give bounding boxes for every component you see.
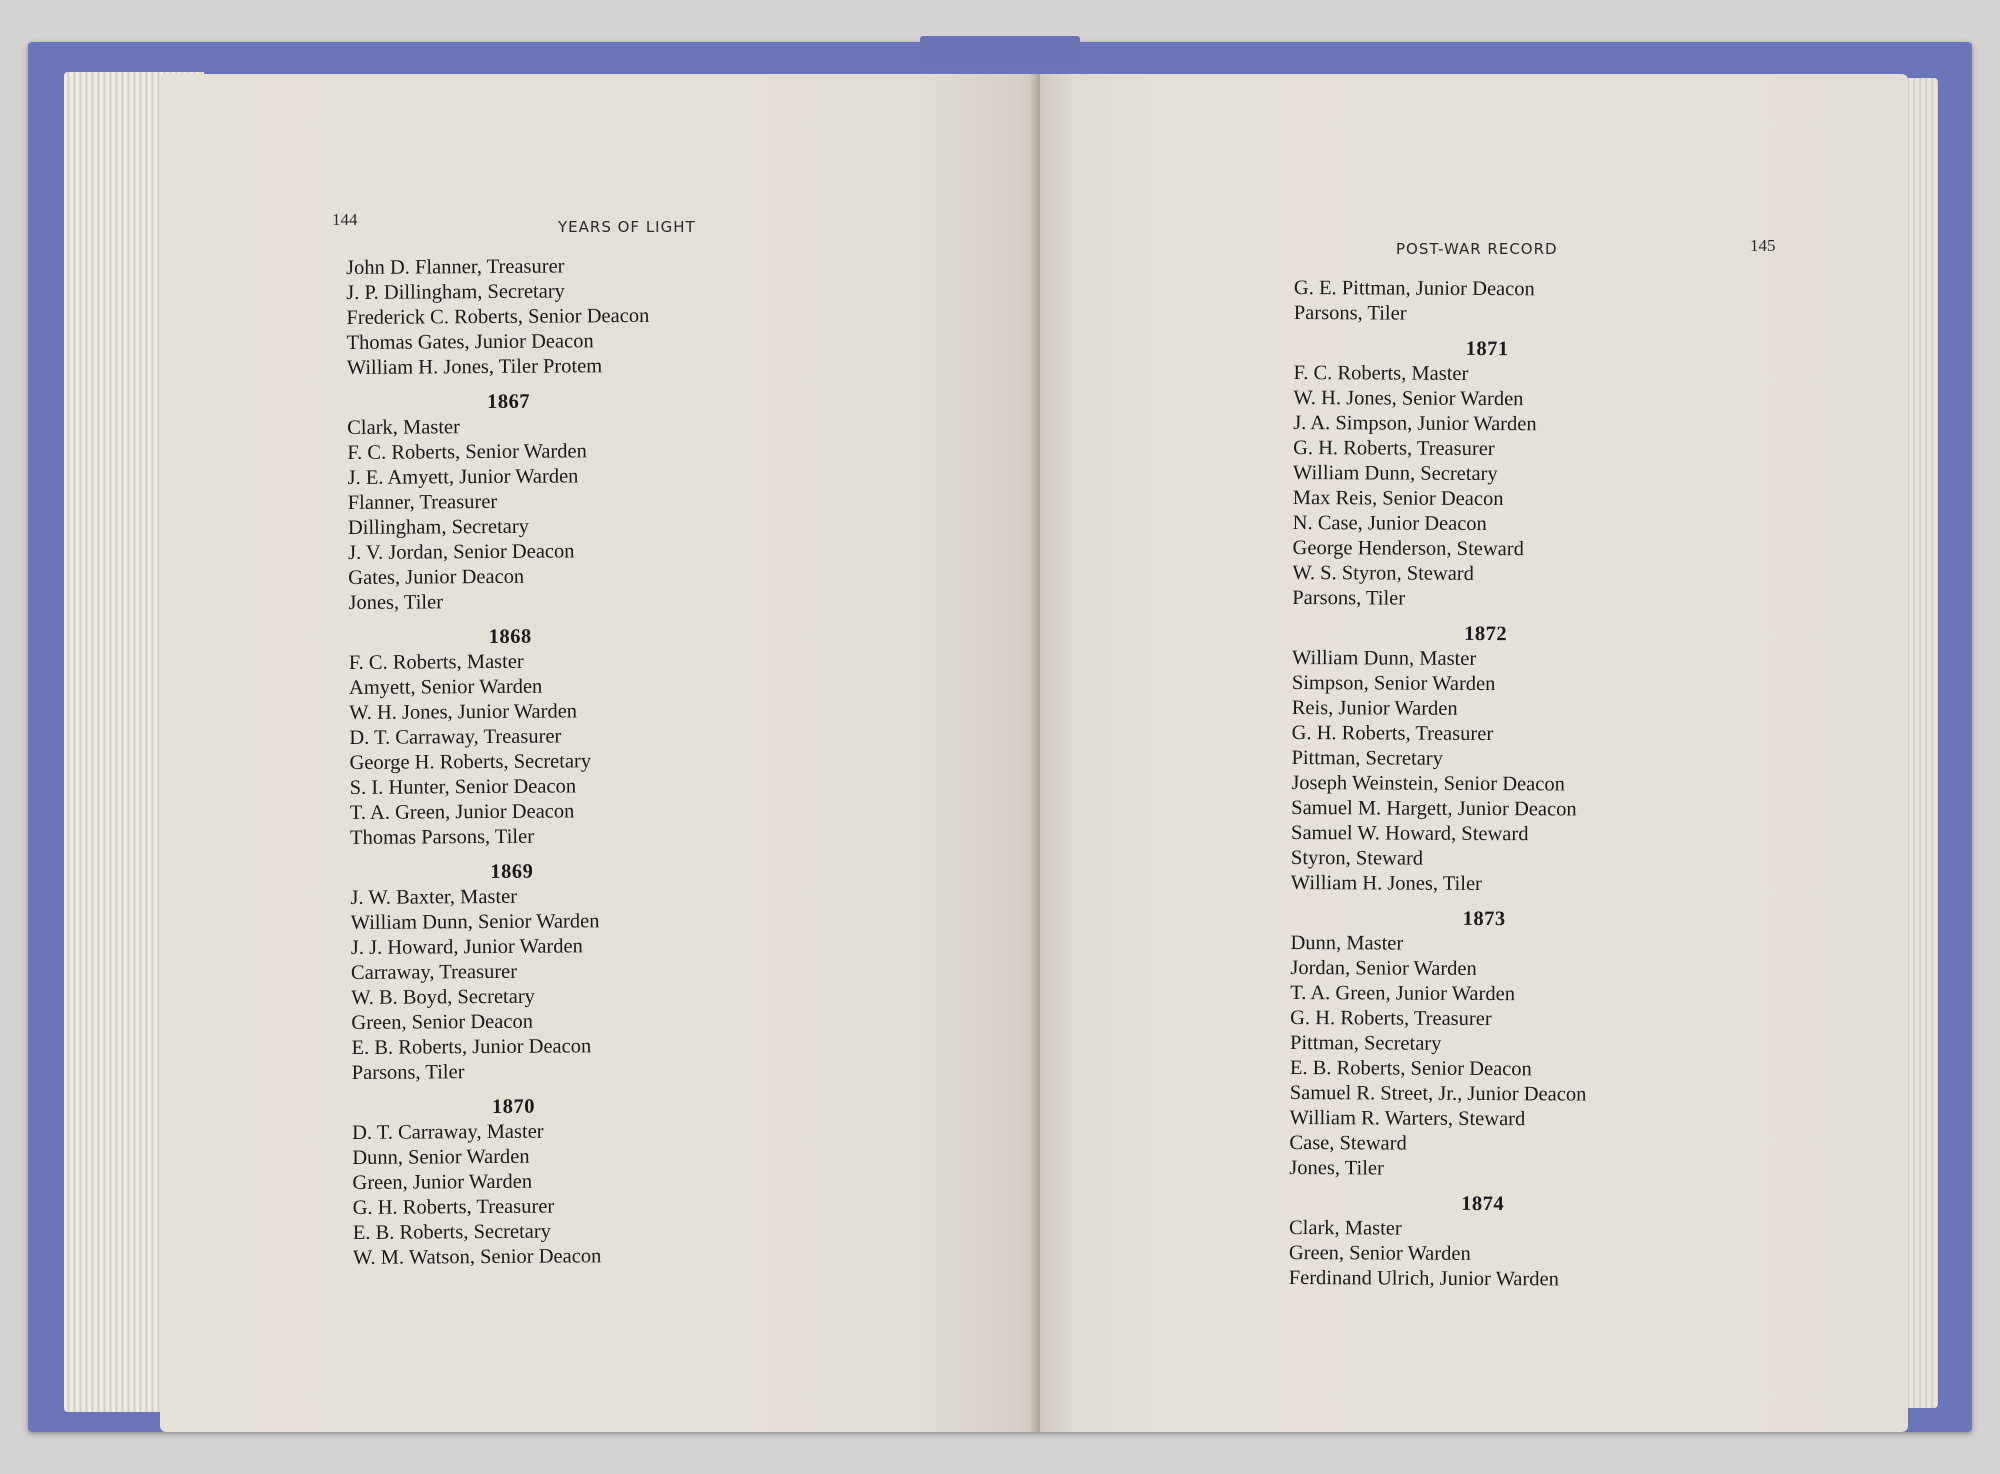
officer-line: Parsons, Tiler (1292, 586, 1406, 610)
year-section (1292, 336, 1853, 614)
right-page (1040, 74, 1908, 1432)
officer-line: N. Case, Junior Deacon (1292, 511, 1487, 536)
officer-line: Amyett, Senior Warden (348, 675, 543, 699)
running-head-left: YEARS OF LIGHT (558, 218, 696, 236)
officer-line: William R. Warters, Steward (1289, 1106, 1526, 1131)
officer-line: J. W. Baxter, Master (350, 885, 518, 909)
officer-line: Joseph Weinstein, Senior Deacon (1291, 771, 1565, 796)
officer-line: George Henderson, Steward (1292, 536, 1524, 561)
officer-line: Ferdinand Ulrich, Junior Warden (1288, 1266, 1559, 1291)
officer-line: D. T. Carraway, Treasurer (349, 725, 562, 749)
officer-line: J. V. Jordan, Senior Deacon (347, 540, 575, 564)
officer-line: W. H. Jones, Senior Warden (1293, 386, 1524, 411)
year-section (1291, 621, 1852, 899)
officer-line: Dunn, Master (1290, 931, 1404, 955)
officer-line: Frederick C. Roberts, Senior Deacon (346, 304, 650, 329)
year-heading: 1874 (1461, 1192, 1505, 1216)
officer-line: Thomas Parsons, Tiler (349, 825, 535, 849)
officer-line: William H. Jones, Tiler (1290, 871, 1482, 895)
officer-line: Thomas Gates, Junior Deacon (346, 330, 594, 354)
officer-line: E. B. Roberts, Secretary (352, 1220, 552, 1244)
officer-line: G. E. Pittman, Junior Deacon (1293, 277, 1535, 301)
year-section (350, 857, 992, 1086)
year-sections (1289, 336, 1854, 1294)
officer-line: W. B. Boyd, Secretary (351, 985, 535, 1009)
officer-line: J. P. Dillingham, Secretary (346, 280, 565, 304)
officer-line: Jones, Tiler (1289, 1156, 1384, 1180)
officer-line: J. E. Amyett, Junior Warden (347, 465, 579, 489)
officer-line: W. M. Watson, Senior Deacon (352, 1245, 602, 1269)
year-heading: 1869 (490, 860, 534, 884)
year-heading: 1872 (1464, 622, 1508, 646)
officer-line: John D. Flanner, Treasurer (346, 255, 565, 279)
officer-line: Parsons, Tiler (351, 1061, 465, 1084)
officer-line: Simpson, Senior Warden (1291, 671, 1496, 696)
officer-line: J. J. Howard, Junior Warden (350, 935, 583, 959)
officer-line: Styron, Steward (1290, 846, 1424, 870)
officer-line: W. S. Styron, Steward (1292, 561, 1474, 585)
year-section (352, 1092, 993, 1271)
officer-line: F. C. Roberts, Senior Warden (347, 440, 587, 464)
officer-line: E. B. Roberts, Junior Deacon (351, 1035, 592, 1059)
year-sections (347, 387, 993, 1271)
officer-line: E. B. Roberts, Senior Deacon (1289, 1056, 1532, 1081)
officer-line: Green, Junior Warden (352, 1170, 533, 1194)
officer-line: G. H. Roberts, Treasurer (1290, 1006, 1492, 1031)
page-number-right: 145 (1750, 236, 1776, 255)
officer-line: G. H. Roberts, Treasurer (1291, 721, 1494, 746)
officer-line: S. I. Hunter, Senior Deacon (349, 775, 577, 799)
officer-line: Flanner, Treasurer (347, 490, 498, 514)
officer-list-left (346, 252, 993, 1271)
officer-line: Case, Steward (1289, 1131, 1407, 1155)
officer-line: Green, Senior Warden (1288, 1241, 1471, 1265)
opening-lines (346, 252, 987, 381)
officer-line: T. A. Green, Junior Deacon (349, 800, 575, 824)
year-heading: 1873 (1462, 907, 1506, 931)
officer-line: Parsons, Tiler (1293, 301, 1407, 325)
officer-line: Reis, Junior Warden (1291, 696, 1458, 720)
year-section (347, 387, 989, 616)
officer-line: W. H. Jones, Junior Warden (349, 700, 578, 724)
officer-line: Gates, Junior Deacon (348, 565, 525, 589)
officer-line: William H. Jones, Tiler Protem (346, 355, 603, 379)
year-heading: 1868 (488, 625, 532, 649)
officer-line: Pittman, Secretary (1291, 746, 1443, 770)
officer-line: Dunn, Senior Warden (352, 1145, 530, 1169)
officer-line: George H. Roberts, Secretary (349, 750, 592, 774)
officer-line: William Dunn, Secretary (1292, 461, 1498, 486)
officer-line: F. C. Roberts, Master (1293, 361, 1469, 385)
officer-line: F. C. Roberts, Master (348, 650, 524, 674)
officer-line: Clark, Master (347, 416, 461, 439)
officer-line: T. A. Green, Junior Warden (1290, 981, 1516, 1006)
officer-line: G. H. Roberts, Treasurer (352, 1195, 555, 1219)
officer-line: J. A. Simpson, Junior Warden (1293, 411, 1537, 436)
officer-line: Jones, Tiler (348, 591, 444, 614)
officer-line: Carraway, Treasurer (350, 960, 518, 984)
officer-list-right (1289, 276, 1854, 1294)
officer-line: D. T. Carraway, Master (352, 1120, 544, 1144)
officer-line: Samuel W. Howard, Steward (1291, 821, 1529, 846)
year-section (1289, 1191, 1850, 1294)
officer-line: G. H. Roberts, Treasurer (1293, 436, 1495, 461)
opening-lines (1294, 276, 1854, 329)
officer-line: Jordan, Senior Warden (1290, 956, 1477, 980)
page-number-left: 144 (332, 210, 358, 229)
officer-line: Pittman, Secretary (1289, 1031, 1442, 1055)
officer-line: Max Reis, Senior Deacon (1292, 486, 1504, 511)
year-section (1289, 906, 1850, 1184)
officer-line: Samuel M. Hargett, Junior Deacon (1291, 796, 1577, 821)
year-heading: 1867 (486, 390, 531, 414)
year-section (349, 622, 991, 851)
officer-line: Dillingham, Secretary (347, 515, 530, 539)
year-heading: 1870 (491, 1095, 536, 1119)
book-spine (920, 36, 1080, 66)
officer-line: Green, Senior Deacon (351, 1010, 534, 1034)
officer-line: Clark, Master (1288, 1216, 1402, 1240)
left-page (160, 74, 1046, 1432)
officer-line: William Dunn, Senior Warden (350, 910, 600, 934)
officer-line: William Dunn, Master (1291, 646, 1477, 670)
running-head-right: POST-WAR RECORD (1396, 240, 1558, 258)
year-heading: 1871 (1465, 337, 1509, 361)
officer-line: Samuel R. Street, Jr., Junior Deacon (1289, 1081, 1587, 1106)
